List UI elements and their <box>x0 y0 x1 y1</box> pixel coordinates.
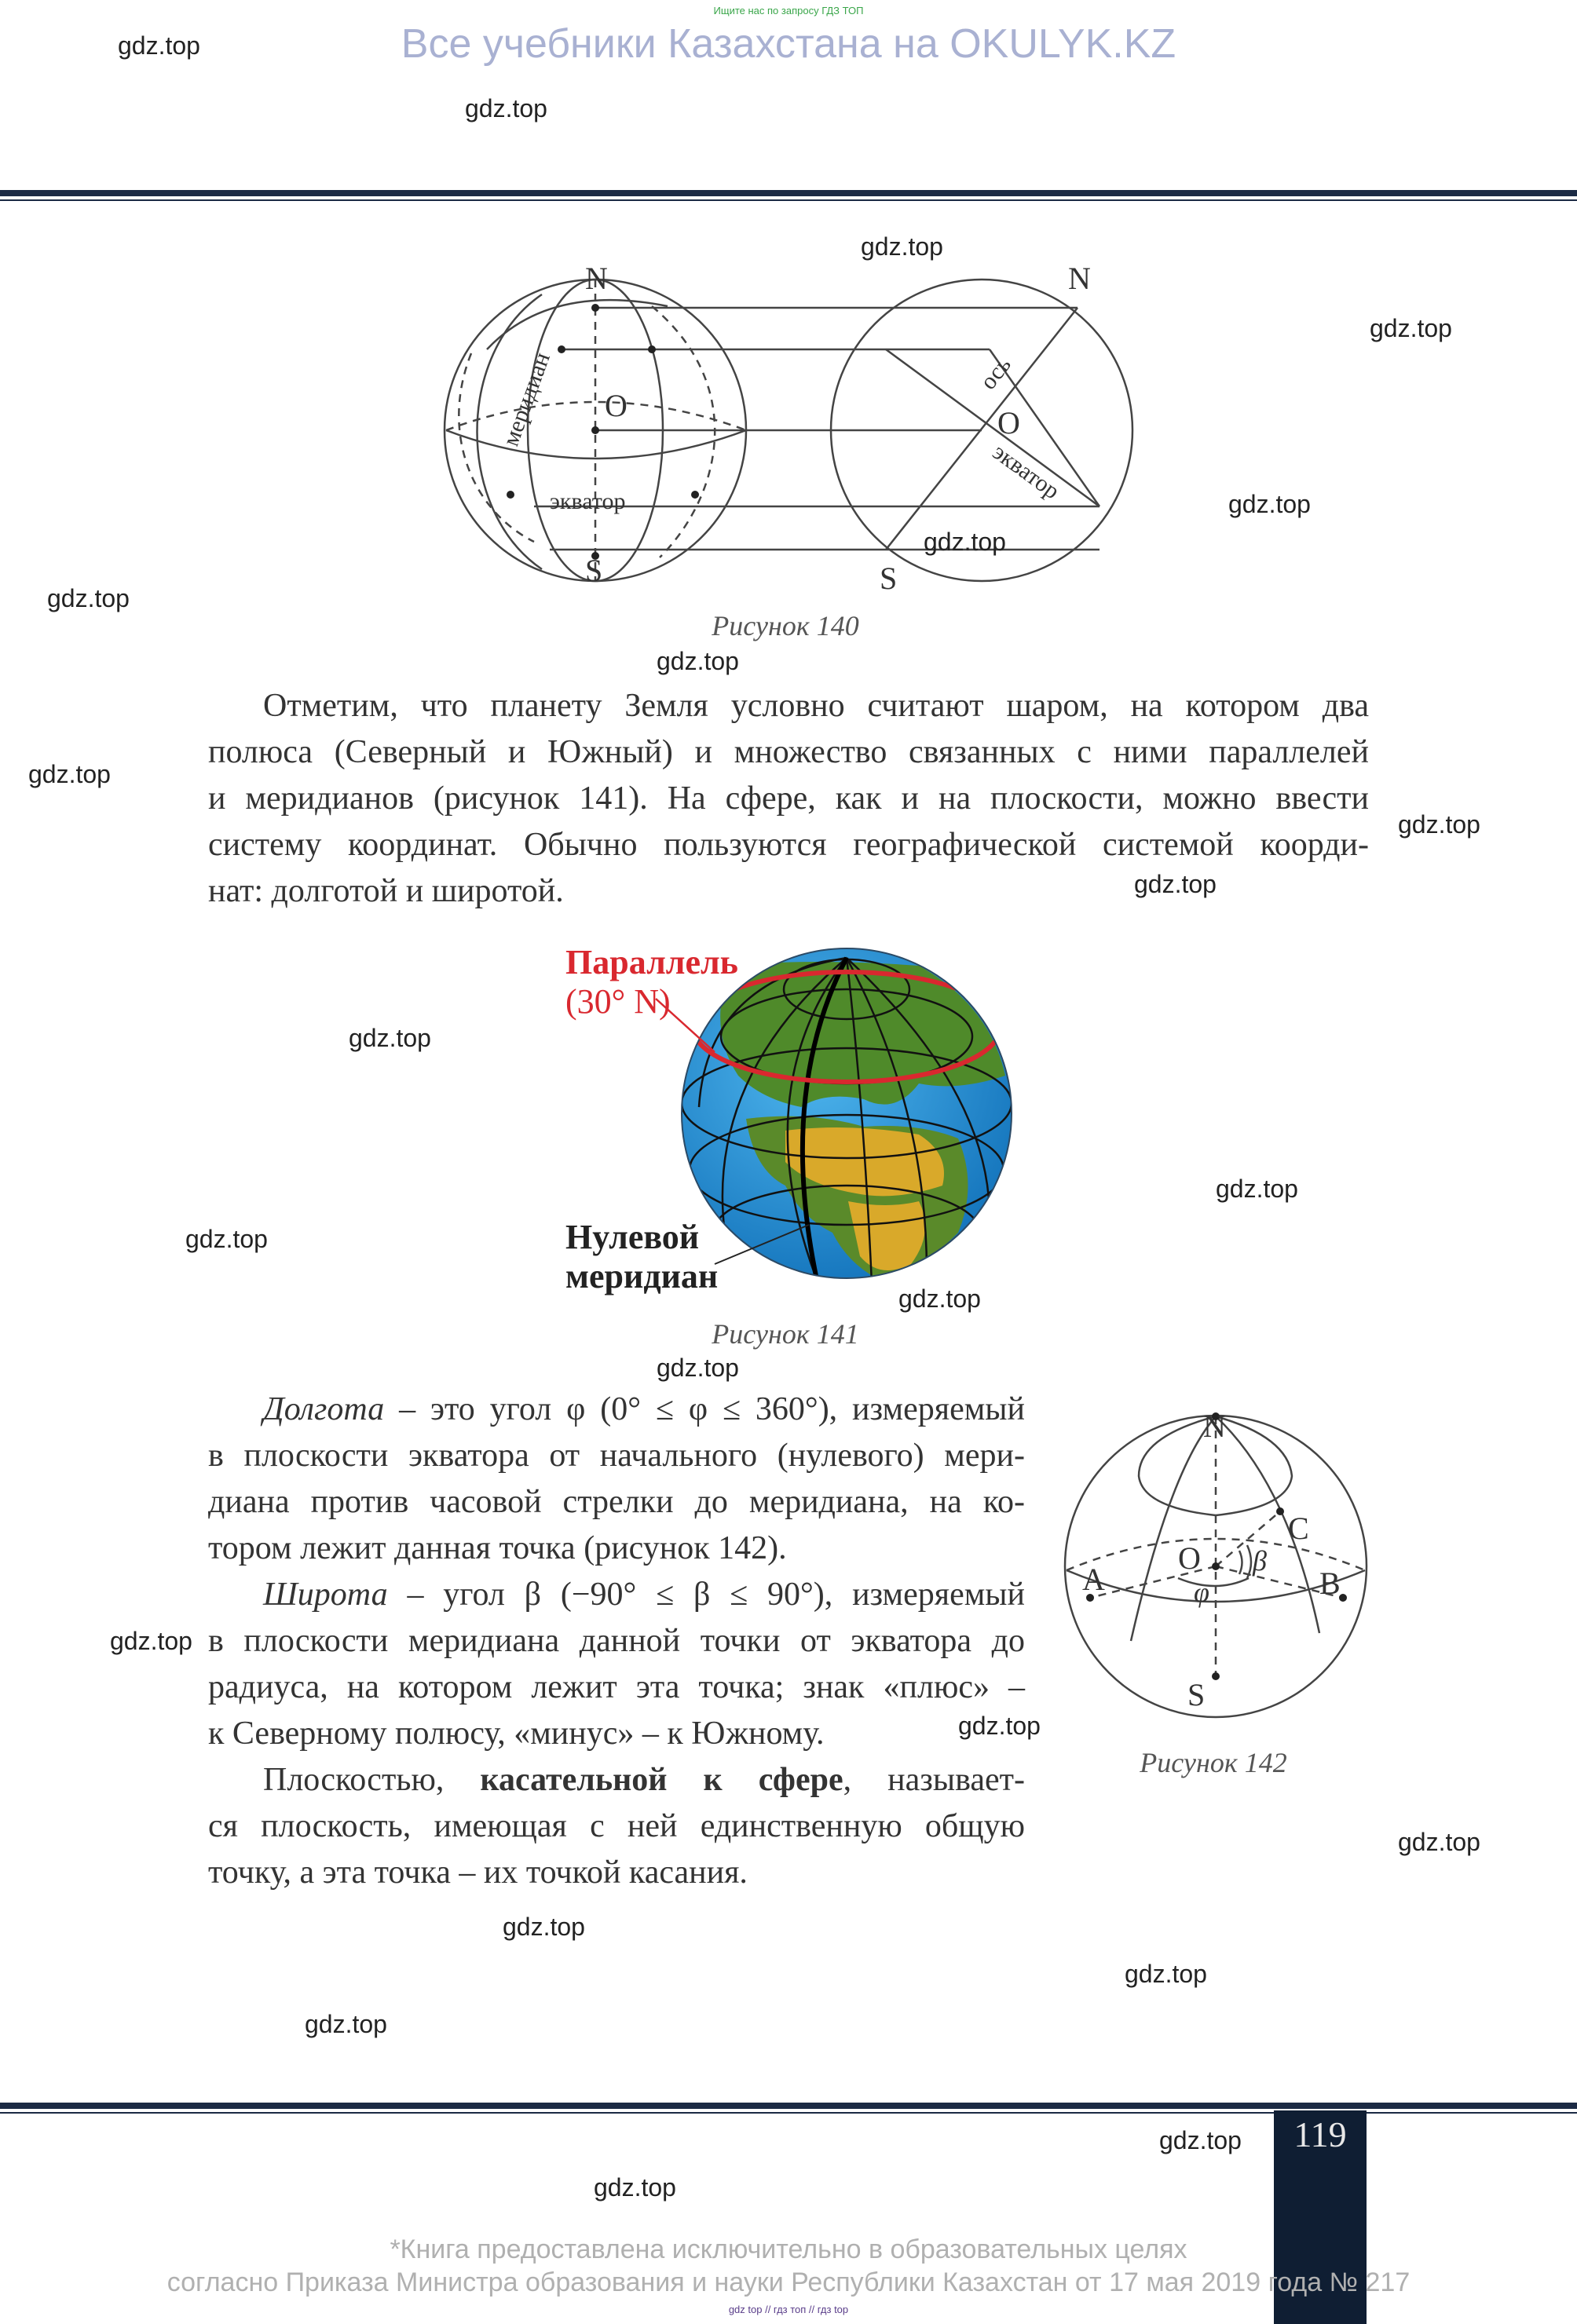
fig140-left-O: O <box>605 388 628 423</box>
search-hint: Ищите нас по запросу ГДЗ ТОП <box>713 5 864 16</box>
watermark: gdz.top <box>349 1024 431 1052</box>
figure-142-caption: Рисунок 142 <box>1140 1747 1287 1778</box>
fig142-N: N <box>1203 1409 1226 1444</box>
fig140-left-N: N <box>585 261 608 296</box>
fig142-phi: φ <box>1194 1577 1209 1608</box>
page-number: 119 <box>1293 2114 1347 2154</box>
tangent-rest: , называет- <box>843 1762 1025 1798</box>
fig140-left-S: S <box>585 553 603 588</box>
paragraph-1-line: Отметим, что планету Земля условно считают шаром, на котором два <box>263 688 1369 724</box>
tangent-line-1 <box>208 1757 1025 1803</box>
watermark: gdz.top <box>305 2010 387 2038</box>
latitude-line-1 <box>208 1572 1025 1618</box>
paragraph-1-line: систему координат. Обычно пользуются географической системой коорди- <box>208 827 1369 863</box>
fig142-O: O <box>1178 1540 1201 1576</box>
fig140-right-equator-label: экватор <box>987 438 1065 505</box>
footer-rule <box>0 2103 1577 2109</box>
paragraph-block-2 <box>208 1387 1025 1896</box>
latitude-term: Широта <box>263 1577 388 1613</box>
fig140-right-O: O <box>997 405 1020 440</box>
footer-small: gdz top // гдз топ // гдз top <box>728 2304 849 2315</box>
fig142-B: B <box>1319 1566 1341 1601</box>
fig142-S: S <box>1187 1677 1206 1712</box>
watermark: gdz.top <box>465 94 547 122</box>
fig142-C: C <box>1288 1511 1309 1546</box>
figure-140-caption: Рисунок 140 <box>712 610 859 641</box>
watermark: gdz.top <box>1228 490 1311 518</box>
fig140-meridian-label: меридиан <box>497 349 556 450</box>
watermark: gdz.top <box>1216 1175 1298 1203</box>
latitude-definition: – угол β (−90° ≤ β ≤ 90°), измеряемый <box>387 1577 1025 1613</box>
longitude-definition: – это угол φ (0° ≤ φ ≤ 360°), измеряемый <box>384 1391 1025 1427</box>
parallel-value: (30° N) <box>565 982 671 1021</box>
longitude-line-1 <box>208 1387 1025 1433</box>
fig140-right-N: N <box>1068 261 1091 296</box>
paragraph-1-line: нат: долготой и широтой. <box>208 873 564 909</box>
footer-line-2: согласно Приказа Министра образования и науки Республики Казахстан от 17 мая 2019 года № 217 <box>166 2267 1411 2297</box>
watermark: gdz.top <box>1134 870 1217 898</box>
header-rule <box>0 190 1577 196</box>
watermark: gdz.top <box>503 1913 585 1941</box>
fig140-right-S: S <box>880 561 898 596</box>
watermark: gdz.top <box>1398 810 1480 839</box>
watermark: gdz.top <box>1159 2126 1242 2154</box>
figure-141-caption: Рисунок 141 <box>712 1318 859 1350</box>
zero-meridian-label-1: Нулевой <box>565 1218 700 1256</box>
fig142-A: A <box>1082 1562 1105 1597</box>
paragraph-1-line: и меридианов (рисунок 141). На сфере, как и на плоскости, можно ввести <box>208 780 1369 817</box>
paragraph-1-line: полюса (Северный и Южный) и множество связанных с ними параллелей <box>208 734 1369 770</box>
paragraph-4-line: точку, а эта точка – их точкой касания. <box>208 1854 748 1891</box>
watermark: gdz.top <box>861 232 943 261</box>
site-title[interactable]: Все учебники Казахстана на OKULYK.KZ <box>401 21 1176 67</box>
watermark: gdz.top <box>657 647 739 675</box>
watermark: gdz.top <box>1398 1828 1480 1856</box>
watermark: gdz.top <box>1125 1960 1207 1988</box>
figure-142 <box>1052 1405 1382 1719</box>
paragraph-2-line: в плоскости экватора от начального (нулевого) мери- <box>208 1438 1025 1474</box>
fig140-axis-label: ось <box>975 352 1016 395</box>
paragraph-2-line: диана против часовой стрелки до меридиана, на ко- <box>208 1484 1025 1520</box>
header-rule-thin <box>0 199 1577 201</box>
watermark: gdz.top <box>110 1627 192 1655</box>
watermark: gdz.top <box>47 584 130 612</box>
fig140-equator-label: экватор <box>550 488 626 514</box>
watermark: gdz.top <box>1370 314 1452 342</box>
tangent-term: касательной к сфере <box>480 1762 843 1798</box>
watermark: gdz.top <box>28 760 111 788</box>
watermark: gdz.top <box>898 1284 981 1313</box>
zero-meridian-label-2: меридиан <box>565 1257 719 1295</box>
paragraph-4-line: ся плоскость, имеющая с ней единственную общую <box>208 1808 1025 1844</box>
figure-140 <box>424 259 1178 605</box>
parallel-label: Параллель <box>565 943 738 981</box>
paragraph-3-line: радиуса, на котором лежит эта точка; знак «плюс» – <box>208 1669 1025 1705</box>
watermark: gdz.top <box>118 31 200 60</box>
paragraph-2-line: тором лежит данная точка (рисунок 142). <box>208 1530 787 1566</box>
watermark: gdz.top <box>924 528 1006 556</box>
paragraph-3-line: в плоскости меридиана данной точки от экватора до <box>208 1623 1025 1659</box>
longitude-term: Долгота <box>263 1391 385 1427</box>
fig142-beta: β <box>1253 1545 1267 1577</box>
figure-141-globe <box>550 934 1037 1303</box>
watermark: gdz.top <box>185 1225 268 1253</box>
footer-line-1: *Книга предоставлена исключительно в образовательных целях <box>390 2234 1187 2264</box>
watermark: gdz.top <box>657 1354 739 1382</box>
watermark: gdz.top <box>958 1712 1041 1740</box>
paragraph-3-line: к Северному полюсу, «минус» – к Южному. <box>208 1716 825 1752</box>
watermark: gdz.top <box>594 2173 676 2202</box>
tangent-intro: Плоскостью, <box>263 1762 481 1798</box>
